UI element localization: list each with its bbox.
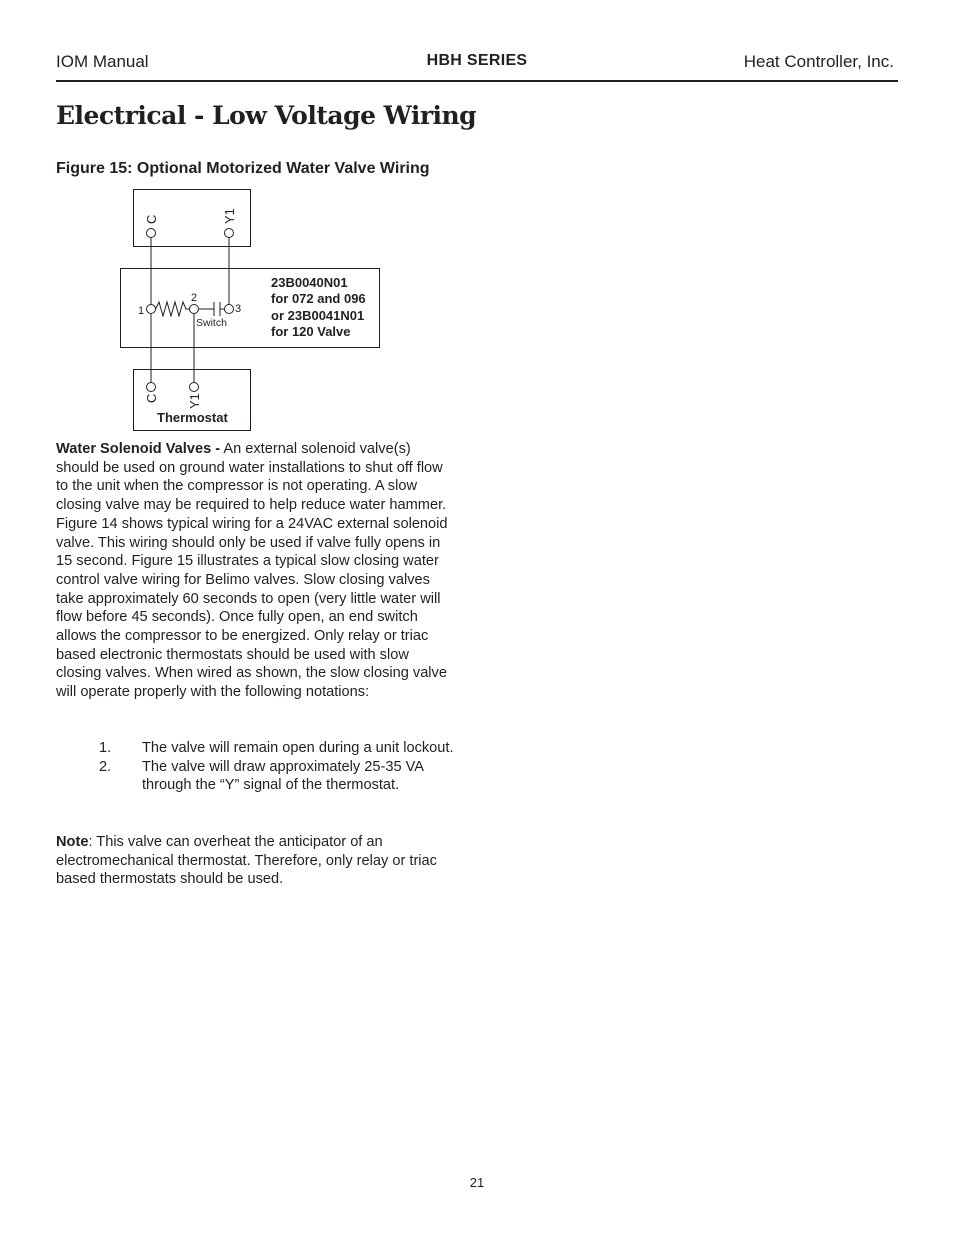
page-header bbox=[56, 52, 898, 82]
pin1-label: 1 bbox=[138, 305, 145, 317]
terminal-c-label: C bbox=[144, 214, 159, 224]
part-line-4: for 120 Valve bbox=[271, 324, 351, 339]
note-lead: Note bbox=[56, 834, 89, 850]
thermostat-terminal-y1-circle bbox=[190, 383, 199, 392]
thermostat-terminal-c-label: C bbox=[144, 393, 159, 403]
list-item-number: 2. bbox=[99, 758, 112, 775]
list-item-text: The valve will remain open during a unit lockout. bbox=[142, 740, 454, 756]
body-paragraph bbox=[56, 440, 456, 702]
page-number: 21 bbox=[469, 1175, 485, 1190]
switch-label: Switch bbox=[196, 317, 227, 329]
list-item-text: The valve will draw approximately 25-35 VA through the “Y” signal of the thermostat. bbox=[142, 758, 424, 794]
thermostat-terminal-c-circle bbox=[147, 383, 156, 392]
pin3-circle bbox=[225, 305, 234, 314]
terminal-y1-label: Y1 bbox=[222, 208, 237, 224]
notation-list bbox=[56, 739, 456, 795]
header-series-label: HBH SERIES bbox=[426, 52, 528, 69]
pin2-label: 2 bbox=[191, 292, 198, 304]
body-lead: Water Solenoid Valves - bbox=[56, 441, 221, 457]
note-text: : This valve can overheat the anticipator of an electromechanical thermostat. Therefore, only relay or triac based thermostats should be used. bbox=[56, 834, 437, 888]
header-company-label: Heat Controller, Inc. bbox=[743, 52, 894, 71]
list-item bbox=[56, 758, 456, 795]
part-line-1: 23B0040N01 bbox=[271, 275, 348, 290]
thermostat-label: Thermostat bbox=[157, 410, 228, 425]
note-paragraph bbox=[56, 833, 456, 889]
body-text: An external solenoid valve(s) should be used on ground water installations to shut off flow to the unit when the compressor is not operating. A slow closing valve may be required to help reduce water hammer. Figure 14 shows typical wiring for a 24VAC external solenoid valve. This wiring should only be used if valve fully opens in 15 second. Figure 15 illustrates a typical slow closing water control valve wiring for Belimo valves. Slow closing valves take approximately 60 seconds to open (very little water will flow before 45 seconds). Once fully open, an end switch allows the compressor to be energized. Only relay or triac based electronic thermostats should be used with slow closing valves. When wired as shown, the slow closing valve will operate properly with the following notations: bbox=[56, 441, 448, 701]
part-line-2: for 072 and 096 bbox=[271, 291, 366, 306]
pin2-circle bbox=[190, 305, 199, 314]
terminal-y1-circle bbox=[225, 229, 234, 238]
list-item-number: 1. bbox=[99, 740, 112, 756]
figure-caption: Figure 15: Optional Motorized Water Valve Wiring bbox=[56, 160, 430, 177]
list-item bbox=[56, 739, 456, 758]
wiring-diagram bbox=[110, 186, 390, 436]
thermostat-terminal-y1-label: Y1 bbox=[187, 393, 202, 409]
header-manual-label: IOM Manual bbox=[56, 52, 149, 71]
page-title: Electrical - Low Voltage Wiring bbox=[56, 101, 477, 130]
resistor-zigzag bbox=[156, 302, 190, 316]
part-line-3: or 23B0041N01 bbox=[271, 308, 365, 323]
pin3-label: 3 bbox=[235, 303, 242, 315]
terminal-c-circle bbox=[147, 229, 156, 238]
pin1-circle bbox=[147, 305, 156, 314]
